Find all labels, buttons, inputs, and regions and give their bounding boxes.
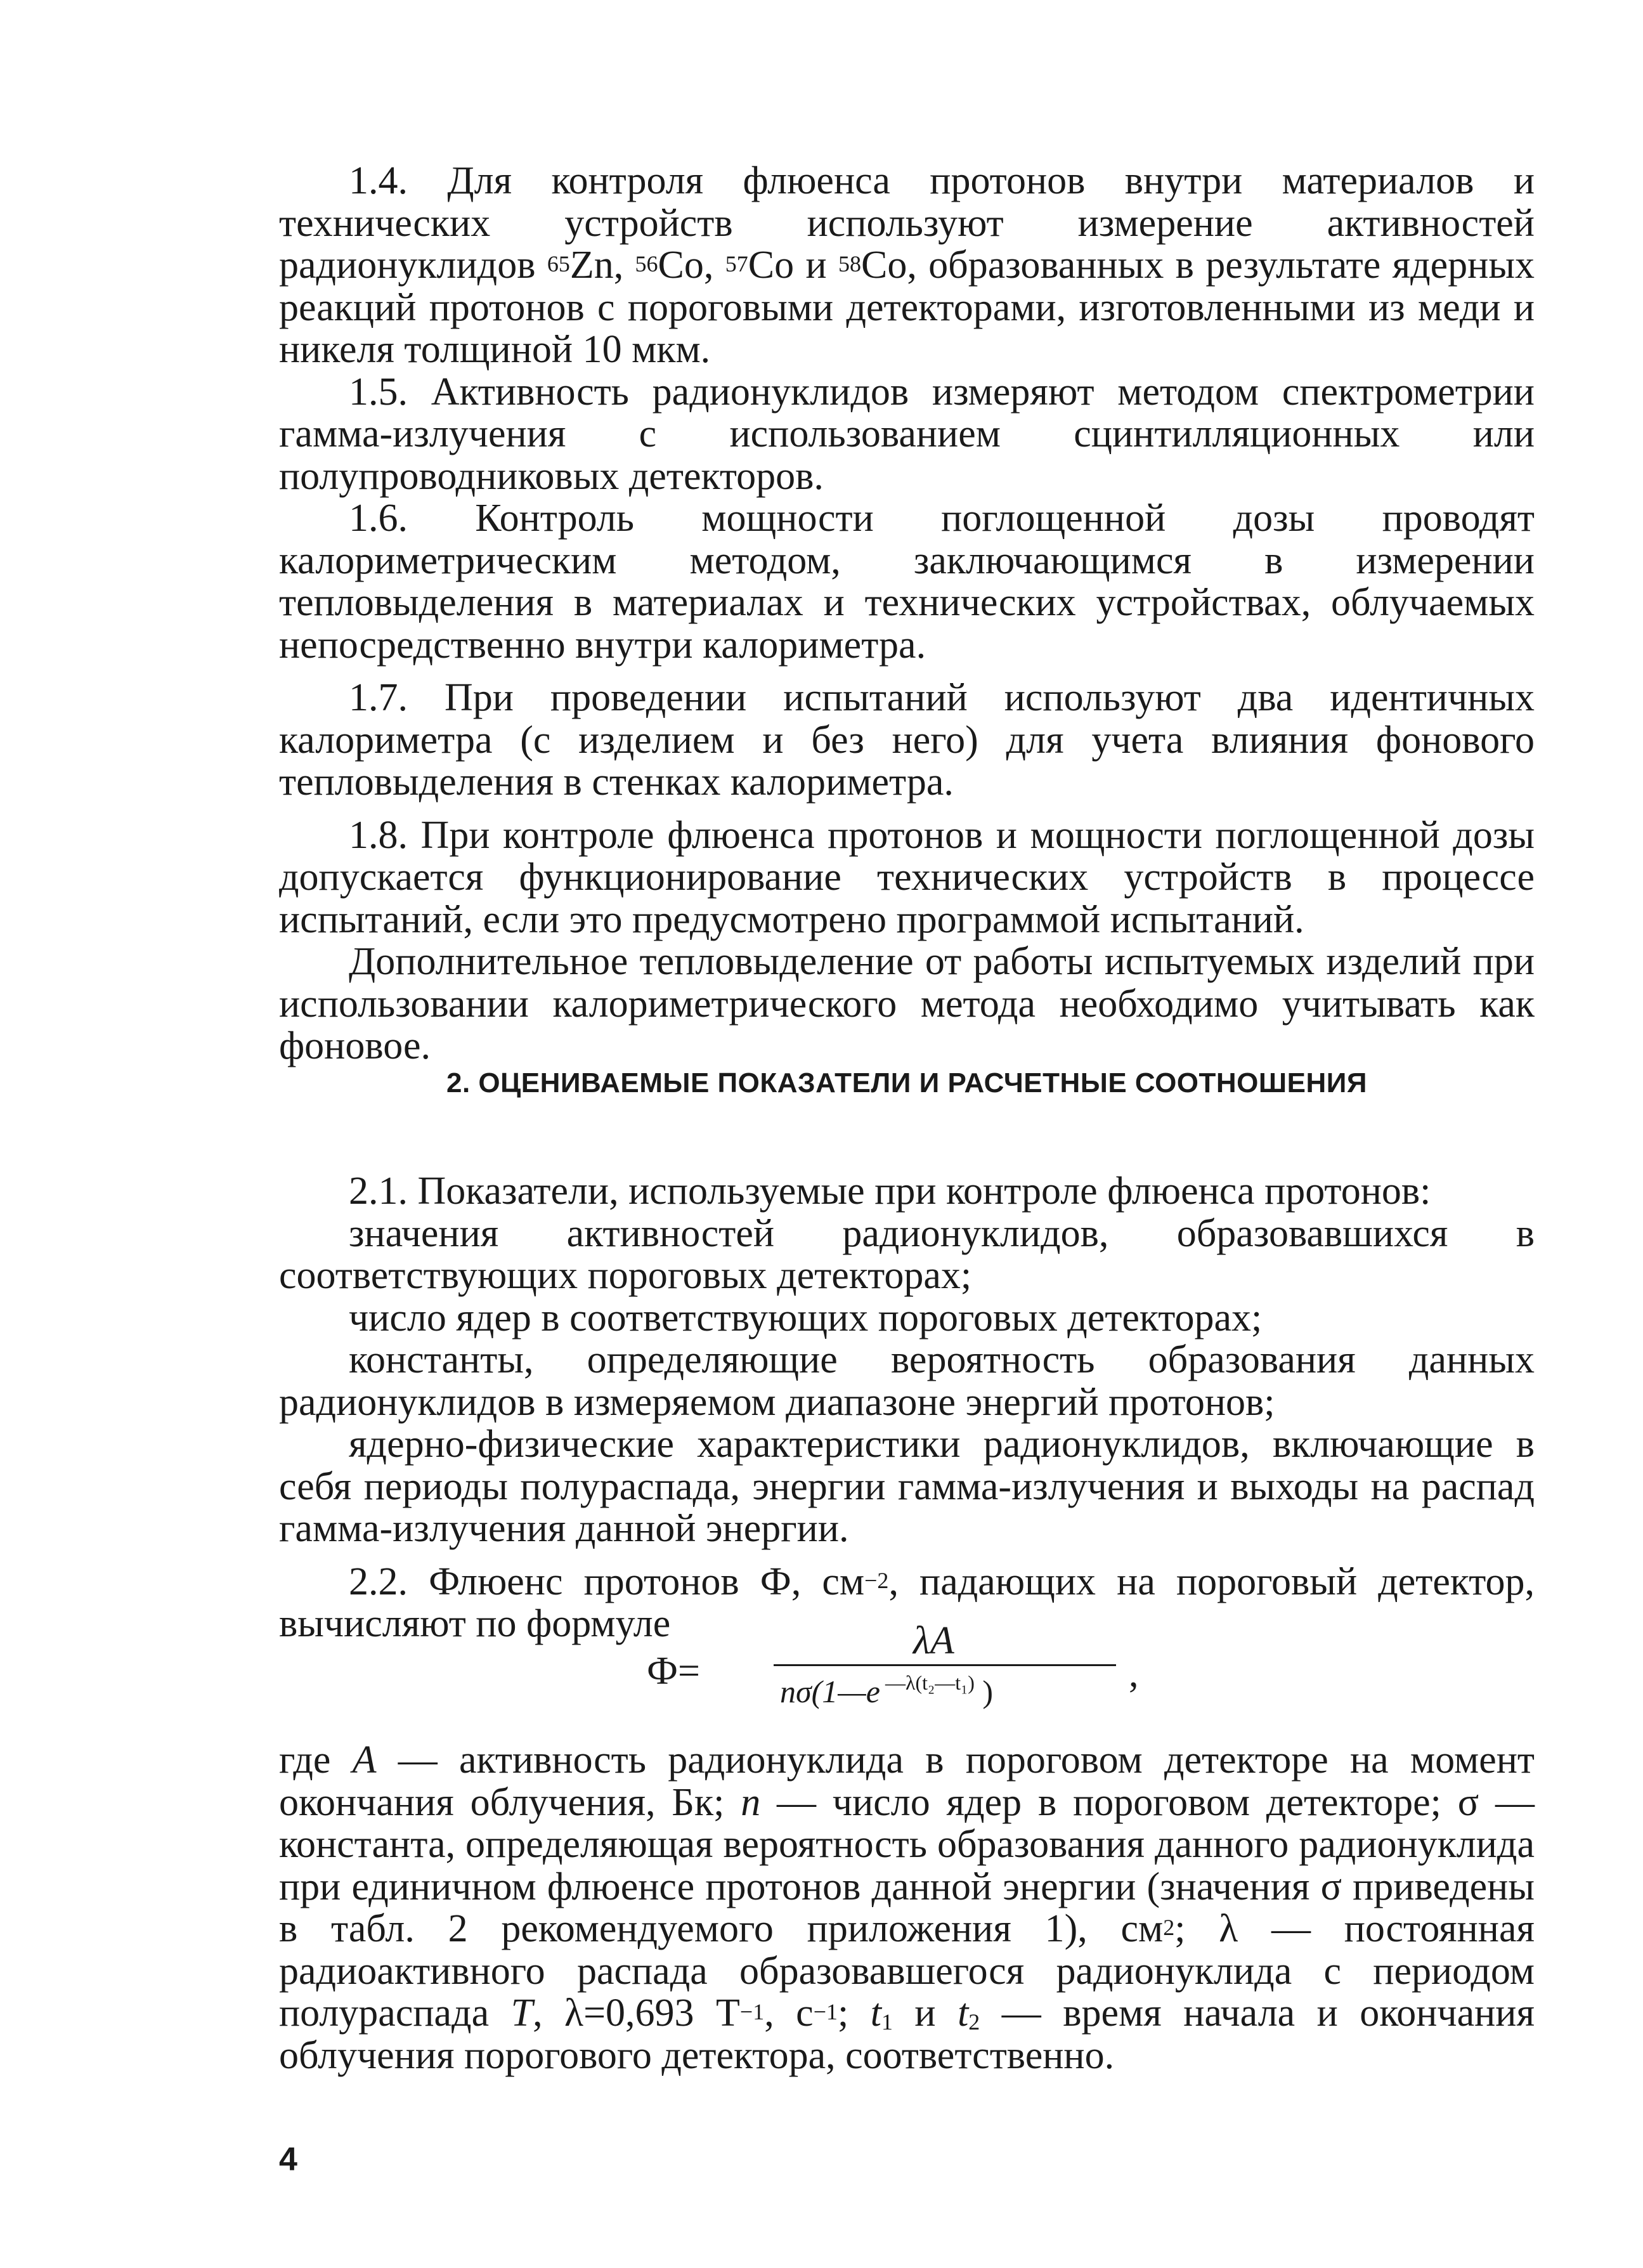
formula-comma: ,	[1129, 1652, 1139, 1695]
section-1-body	[279, 160, 1535, 1067]
fluence-formula	[647, 1619, 1154, 1726]
paragraph-1-8-continued: Дополнительное тепловыделение от работы испытуемых изделий при использовании калориметрического метода необходимо учитывать как фоновое.	[279, 940, 1535, 1067]
formula-lhs: Ф=	[647, 1650, 700, 1693]
list-item: значения активностей радионуклидов, образовавшихся в соответствующих пороговых детекторах;	[279, 1211, 1535, 1297]
paragraph-1-5: 1.5. Активность радионуклидов измеряют методом спектрометрии гамма-излучения с использованием сцинтилляционных или полупроводниковых детекторов.	[279, 370, 1535, 498]
paragraph-1-4: 1.4. Для контроля флюенса протонов внутри материалов и технических устройств используют измерение активностей радионуклидов $^{65}$Zn, $^{56}$Co, $^{57}$Co и $^{58}$Co, образованных в результате ядерных реакций протонов с пороговыми детекторами, изготовленными из меди и никеля толщиной 10 мкм.	[279, 159, 1535, 371]
formula-explanation	[279, 1739, 1535, 2076]
fraction-bar	[774, 1664, 1116, 1666]
list-item: константы, определяющие вероятность образования данных радионуклидов в измеряемом диапазоне энергий протонов;	[279, 1338, 1535, 1424]
formula-denominator: nσ(1—e $^{—\lambda(t_2—t_1)}$ )	[780, 1671, 994, 1709]
paragraph-1-7: 1.7. При проведении испытаний используют два идентичных калориметра (с изделием и без него) для учета влияния фонового тепловыделения в стенках калориметра.	[279, 676, 1535, 804]
paragraph-1-6: 1.6. Контроль мощности поглощенной дозы проводят калориметрическим методом, заключающимся в измерении тепловыделения в материалах и технических устройствах, облучаемых непосредственно внутри калориметра.	[279, 497, 1535, 667]
section-2-title: 2. ОЦЕНИВАЕМЫЕ ПОКАЗАТЕЛИ И РАСЧЕТНЫЕ СООТНОШЕНИЯ	[446, 1067, 1367, 1098]
section-2-body	[279, 1170, 1535, 1645]
where-paragraph: где A — активность радионуклида в пороговом детекторе на момент окончания облучения, Бк; n — число ядер в пороговом детекторе; σ — константа, определяющая вероятность образования данного радионуклида при единичном флюенсе протонов данной энергии (значения σ приведены в табл. 2 рекомендуемого приложения 1), $см^2$; λ — постоянная радиоактивного распада образовавшегося радионуклида с периодом полураспада T, λ=0,693 $T^{-1}$, $с^{-1}$; $t_1$ и $t_2$ — время начала и окончания облучения порогового детектора, соответственно.	[279, 1738, 1535, 2077]
paragraph-1-8: 1.8. При контроле флюенса протонов и мощности поглощенной дозы допускается функционирование технических устройств в процессе испытаний, если это предусмотрено программой испытаний.	[279, 813, 1535, 941]
formula-numerator: λA	[913, 1619, 954, 1662]
paragraph-2-2: 2.2. Флюенс протонов Ф, $см^{-2}$, падающих на пороговый детектор, вычисляют по формуле	[279, 1560, 1535, 1645]
list-item: ядерно-физические характеристики радионуклидов, включающие в себя периоды полураспада, энергии гамма-излучения и выходы на распад гамма-излучения данной энергии.	[279, 1423, 1535, 1550]
page-number: 4	[279, 2141, 297, 2178]
paragraph-2-1: 2.1. Показатели, используемые при контроле флюенса протонов:	[349, 1170, 1431, 1213]
list-item: число ядер в соответствующих пороговых детекторах;	[349, 1296, 1263, 1339]
